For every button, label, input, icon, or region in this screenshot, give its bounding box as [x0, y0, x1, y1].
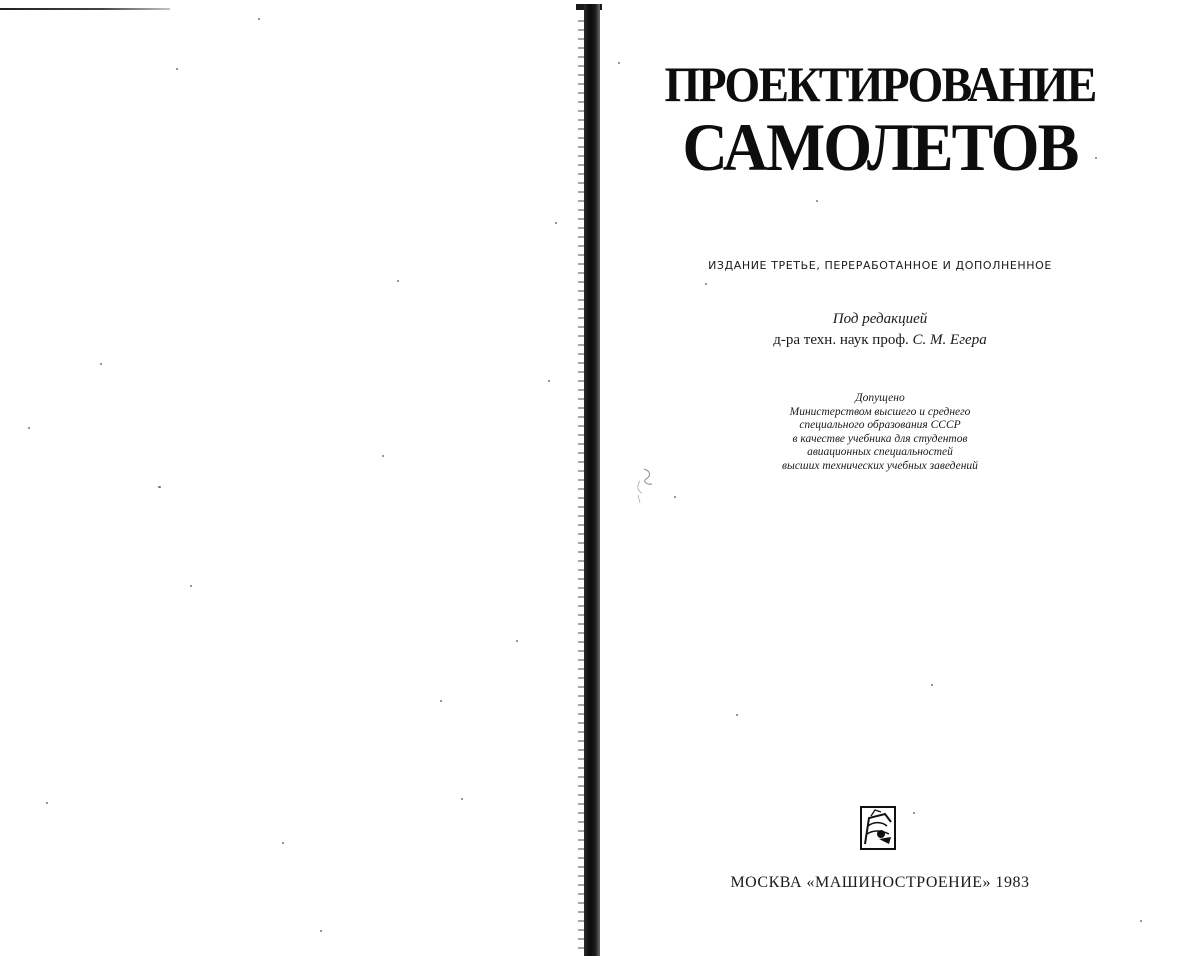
approval-line: в качестве учебника для студентов [792, 432, 968, 445]
approval-line: авиационных специальностей [807, 446, 953, 458]
scan-speck [190, 585, 192, 587]
scan-speck [158, 486, 161, 488]
editor-credentials: д-ра техн. наук проф. [773, 332, 909, 348]
approval-line: Допущено [855, 392, 905, 404]
scan-speck [1140, 920, 1142, 922]
scan-speck [397, 280, 399, 282]
scan-speck [516, 640, 518, 642]
approval-line: специального образования СССР [799, 419, 961, 431]
scan-speck [282, 842, 284, 844]
approval-line: Министерством высшего и среднего [789, 405, 971, 418]
publisher-logo-icon [859, 804, 897, 852]
scan-speck [382, 455, 384, 457]
title-line-2: САМОЛЕТОВ [682, 109, 1078, 185]
editor-name: С. М. Егера [912, 332, 987, 348]
approval-line: высших технических учебных заведений [782, 459, 978, 472]
scan-speck [28, 427, 30, 429]
scan-speck [258, 18, 260, 20]
scan-speck [176, 68, 178, 70]
scan-speck [100, 363, 102, 365]
book-spine [584, 4, 600, 956]
title-line-1: ПРОЕКТИРОВАНИЕ [664, 56, 1096, 112]
scan-speck [705, 283, 707, 285]
left-page-edge-mark [0, 8, 170, 10]
scan-speck [440, 700, 442, 702]
scan-speck [46, 802, 48, 804]
editor-line [700, 332, 1060, 349]
scan-speck [736, 714, 738, 716]
approval-statement [720, 392, 1040, 473]
scan-speck [674, 496, 676, 498]
title-page [600, 0, 1200, 959]
scan-speck [1095, 157, 1097, 159]
scan-speck [931, 684, 933, 686]
left-page [0, 0, 578, 959]
book-title [630, 56, 1130, 185]
scan-speck [555, 222, 557, 224]
scan-speck [618, 62, 620, 64]
scan-speck [816, 200, 818, 202]
handwritten-note-icon [630, 465, 660, 505]
scan-speck [913, 812, 915, 814]
scan-speck [320, 930, 322, 932]
edition-note: ИЗДАНИЕ ТРЕТЬЕ, ПЕРЕРАБОТАННОЕ И ДОПОЛНЕННОЕ [708, 259, 1052, 272]
scan-speck [461, 798, 463, 800]
scan-speck [548, 380, 550, 382]
publisher-imprint: МОСКВА «МАШИНОСТРОЕНИЕ» 1983 [730, 874, 1030, 891]
spine-shadow [578, 20, 584, 950]
editor-intro: Под редакцией [832, 311, 928, 327]
